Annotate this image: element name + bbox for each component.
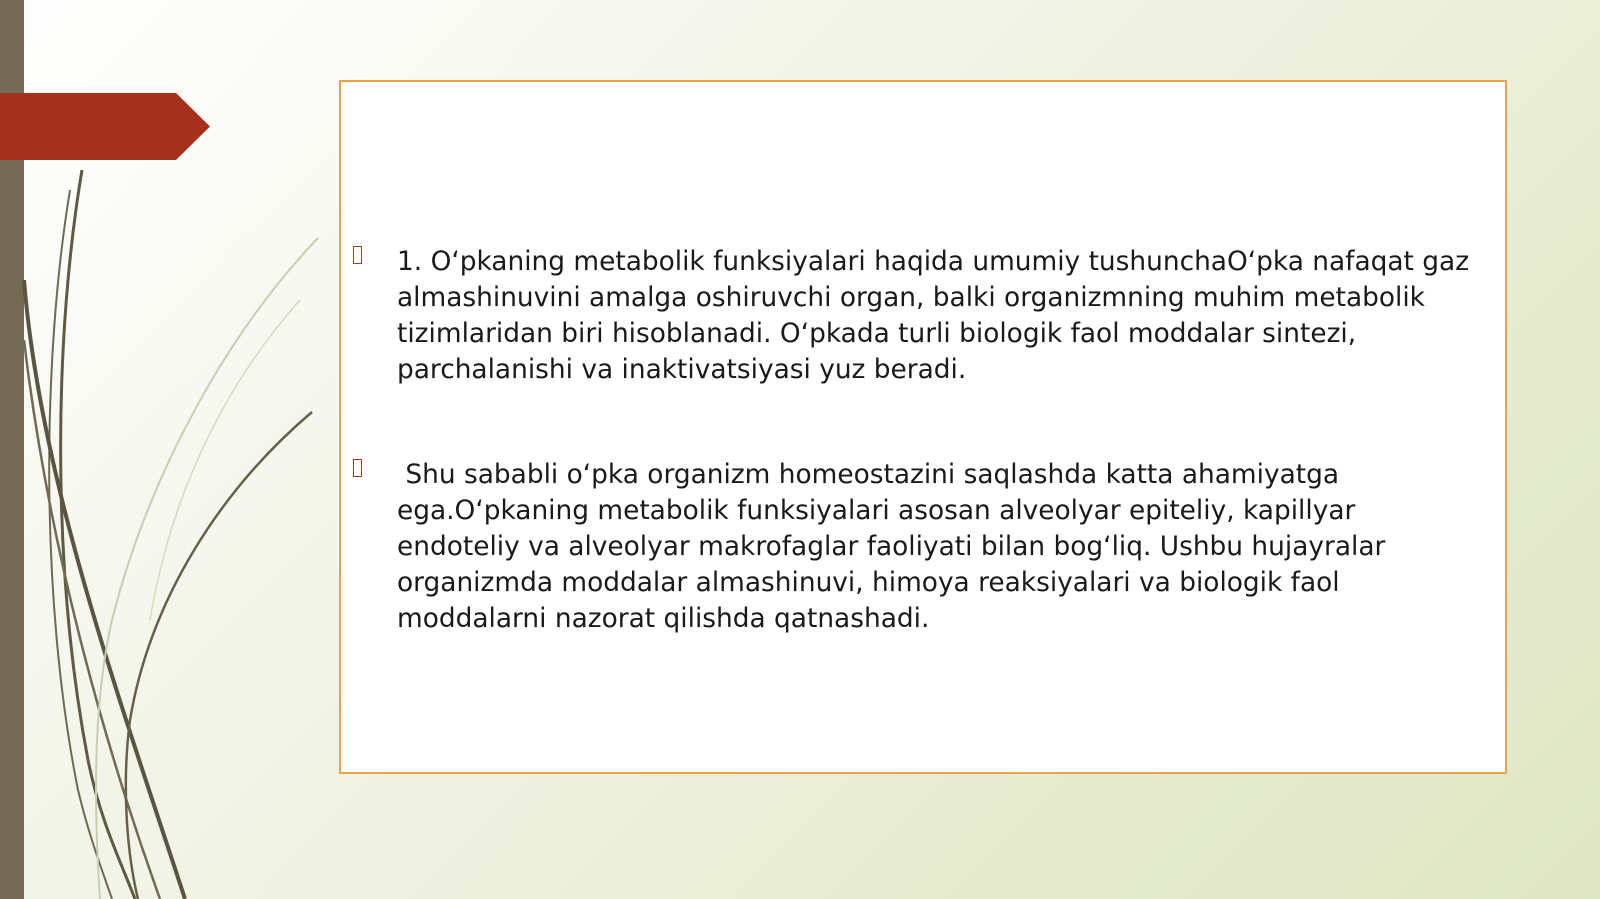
bullet-marker-icon	[353, 246, 362, 264]
content-box	[339, 80, 1507, 774]
red-arrow-banner	[0, 93, 210, 160]
bullet-text: Shu sababli o‘pka organizm homeostazini saqlashda katta ahamiyatga ega.O‘pkaning metabolik funksiyalari asosan alveolyar epiteliy, kapillyar endoteliy va alveolyar makrofaglar faoliyati bilan bog‘liq. Ushbu hujayralar organizmda moddalar almashinuvi, himoya reaksiyalari va biologik faol moddalarni nazorat qilishda qatnashadi.	[397, 459, 1394, 634]
bullet-marker-icon	[353, 459, 362, 477]
bullet-text: 1. O‘pkaning metabolik funksiyalari haqida umumiy tushunchaO‘pka nafaqat gaz almashinuvini amalga oshiruvchi organ, balki organizmning muhim metabolik tizimlaridan biri hisoblanadi. O‘pkada turli biologik faol moddalar sintezi, parchalanishi va inaktivatsiyasi yuz beradi.	[397, 246, 1478, 385]
